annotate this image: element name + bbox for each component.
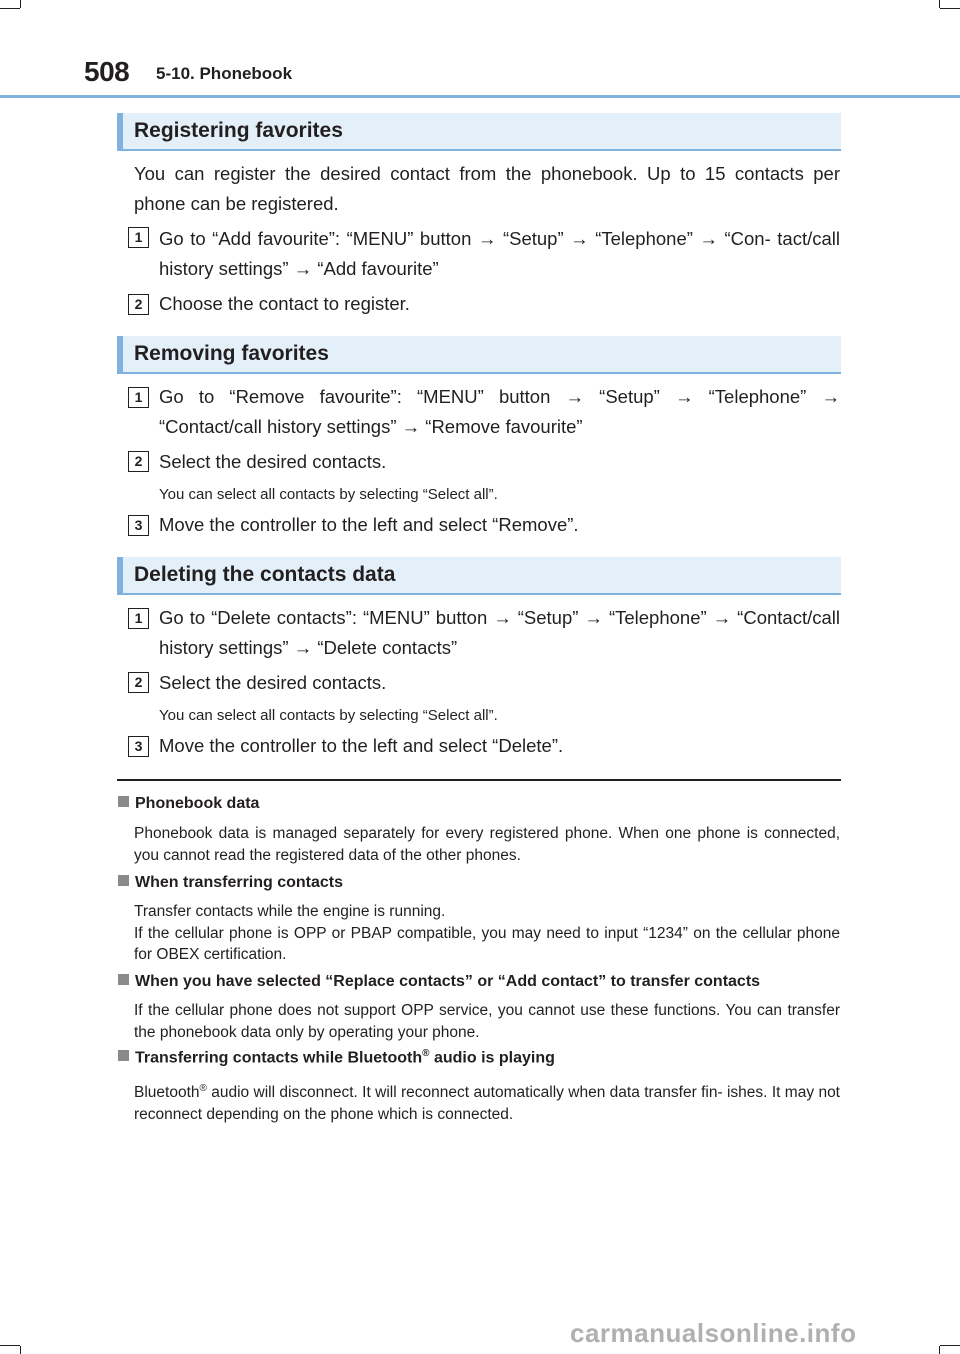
section-band-removing bbox=[117, 336, 841, 374]
step-text: Go to “Delete contacts”: “MENU” button → “Setup” → “Telephone” → “Contact/call history settings” → “Delete contacts” bbox=[159, 607, 840, 658]
bullet-square-icon bbox=[118, 1050, 129, 1061]
section-band-deleting bbox=[117, 557, 841, 595]
notes-divider bbox=[117, 779, 841, 781]
step-text: Go to “Remove favourite”: “MENU” button → “Setup” → “Telephone” → “Contact/call history settings” → “Remove favourite” bbox=[159, 386, 840, 437]
step-text: Move the controller to the left and select “Delete”. bbox=[159, 735, 564, 756]
section-heading: Deleting the contacts data bbox=[134, 563, 396, 586]
bullet-square-icon bbox=[118, 796, 129, 807]
step-text: Select the desired contacts. bbox=[159, 672, 387, 693]
page-number: 508 bbox=[84, 56, 130, 87]
step-number: 1 bbox=[128, 387, 149, 408]
step-number: 1 bbox=[128, 608, 149, 629]
step-text: Go to “Add favourite”: “MENU” button → “Setup” → “Telephone” → “Con- tact/call history settings” → “Add favourite” bbox=[159, 228, 840, 279]
note-heading: Transferring contacts while Bluetooth® audio is playing bbox=[118, 1048, 555, 1067]
note-heading: When you have selected “Replace contacts” or “Add contact” to transfer contacts bbox=[118, 973, 760, 991]
step-number: 3 bbox=[128, 736, 149, 757]
step-text: Move the controller to the left and select “Remove”. bbox=[159, 514, 579, 535]
note-heading: When transferring contacts bbox=[118, 874, 343, 892]
tip-text: You can select all contacts by selecting “Select all”. bbox=[159, 707, 498, 724]
step-number: 1 bbox=[128, 227, 149, 248]
step-number: 2 bbox=[128, 294, 149, 315]
bullet-square-icon bbox=[118, 875, 129, 886]
step-text: Select the desired contacts. bbox=[159, 451, 387, 472]
note-heading: Phonebook data bbox=[118, 795, 259, 813]
crop-mark bbox=[939, 1346, 940, 1354]
crop-mark bbox=[0, 1345, 20, 1346]
crop-mark bbox=[20, 1346, 21, 1354]
note-body: If the cellular phone does not support OPP service, you cannot use these functions. You can transfer the phonebook data only by operating your phone. bbox=[134, 1002, 840, 1041]
bullet-square-icon bbox=[118, 974, 129, 985]
intro-text: You can register the desired contact from the phonebook. Up to 15 contacts per phone can be registered. bbox=[134, 163, 840, 214]
step-number: 2 bbox=[128, 451, 149, 472]
tip-text: You can select all contacts by selecting “Select all”. bbox=[159, 486, 498, 503]
watermark: carmanualsonline.info bbox=[570, 1318, 857, 1348]
note-body: Bluetooth® audio will disconnect. It will reconnect automatically when data transfer fin- ishes. It may not reconnect depending on the phone which is connected. bbox=[134, 1083, 840, 1123]
header-rule bbox=[0, 95, 960, 98]
section-heading: Registering favorites bbox=[134, 119, 343, 142]
step-text: Choose the contact to register. bbox=[159, 293, 410, 314]
section-band-registering bbox=[117, 113, 841, 151]
step-number: 3 bbox=[128, 515, 149, 536]
step-number: 2 bbox=[128, 672, 149, 693]
section-heading: Removing favorites bbox=[134, 342, 329, 365]
note-body: Transfer contacts while the engine is running. If the cellular phone is OPP or PBAP compatible, you may need to input “1234” on the cellular phone for OBEX certification. bbox=[134, 903, 840, 963]
crop-mark bbox=[940, 1345, 960, 1346]
section-title: 5-10. Phonebook bbox=[156, 64, 293, 83]
page-header bbox=[0, 0, 960, 100]
note-body: Phonebook data is managed separately for every registered phone. When one phone is connected, you cannot read the registered data of the other phones. bbox=[134, 825, 840, 864]
